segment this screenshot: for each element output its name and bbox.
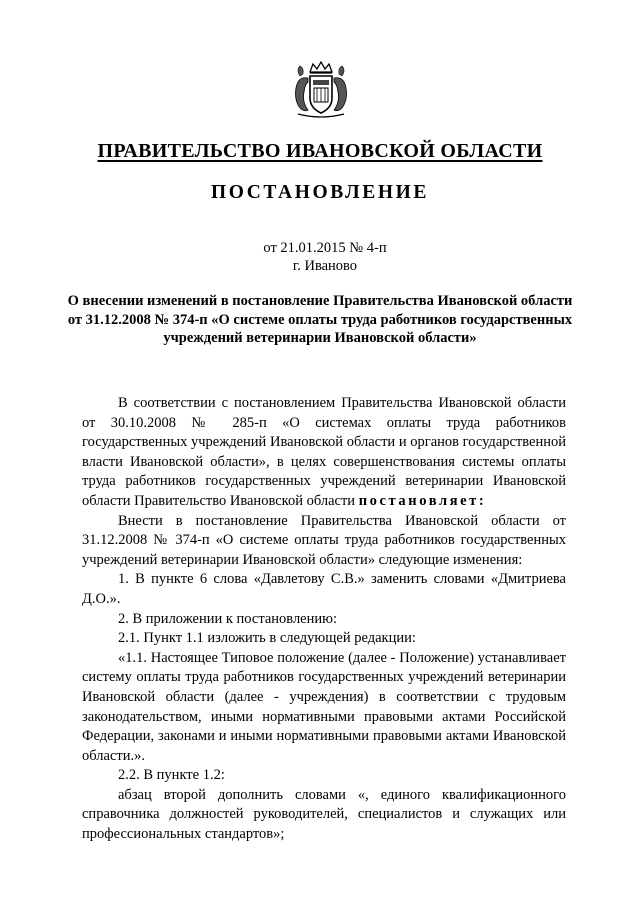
coat-of-arms-icon <box>286 58 356 120</box>
body-paragraph: 2.2. В пункте 1.2: <box>118 767 225 784</box>
body-paragraph: 2.1. Пункт 1.1 изложить в следующей редакции: <box>118 630 416 647</box>
body-paragraph: «1.1. Настоящее Типовое положение (далее - Положение) устанавливает систему оплаты труда работников государственных учреждений ветеринарии Ивановской области (далее - учреждения) в соответствии с трудовым законодательством, иными нормативными правовыми актами Российской Федерации, законами и иными нормативными правовыми актами Ивановской области.». <box>82 649 566 764</box>
document-type: ПОСТАНОВЛЕНИЕ <box>210 182 430 203</box>
preamble-paragraph <box>82 394 566 512</box>
body-paragraph: Внести в постановление Правительства Ивановской области от 31.12.2008 № 374-п «О системе оплаты труда работников государственных учреждений ветеринарии Ивановской области» следующие изменения: <box>82 512 566 568</box>
document-date-number: от 21.01.2015 № 4-п <box>263 240 387 256</box>
resolves-word: постановляет: <box>358 492 487 509</box>
body-paragraph: абзац второй дополнить словами «, единого квалификационного справочника должностей руководителей, специалистов и служащих или профессиональных стандартов»; <box>82 786 566 843</box>
document-body <box>82 394 566 845</box>
document-subject: О внесении изменений в постановление Правительства Ивановской области от 31.12.2008 № 374-п «О системе оплаты труда работников государственных учреждений ветеринарии Ивановской области» <box>67 293 573 346</box>
organization-title: ПРАВИТЕЛЬСТВО ИВАНОВСКОЙ ОБЛАСТИ <box>97 140 543 162</box>
preamble-text: В соответствии с постановлением Правительства Ивановской области от 30.10.2008 № 285-п «О системах оплаты труда работников государственных учреждений Ивановской области и органов государственной власти Ивановской области», в целях совершенствования системы оплаты труда работников государственных учреждений ветеринарии Ивановской области Правительство Ивановской области <box>82 395 566 509</box>
document-city: г. Иваново <box>292 258 358 274</box>
body-paragraph: 2. В приложении к постановлению: <box>118 610 338 627</box>
body-paragraph: 1. В пункте 6 слова «Давлетову С.В.» заменить словами «Дмитриева Д.О.». <box>82 571 566 607</box>
